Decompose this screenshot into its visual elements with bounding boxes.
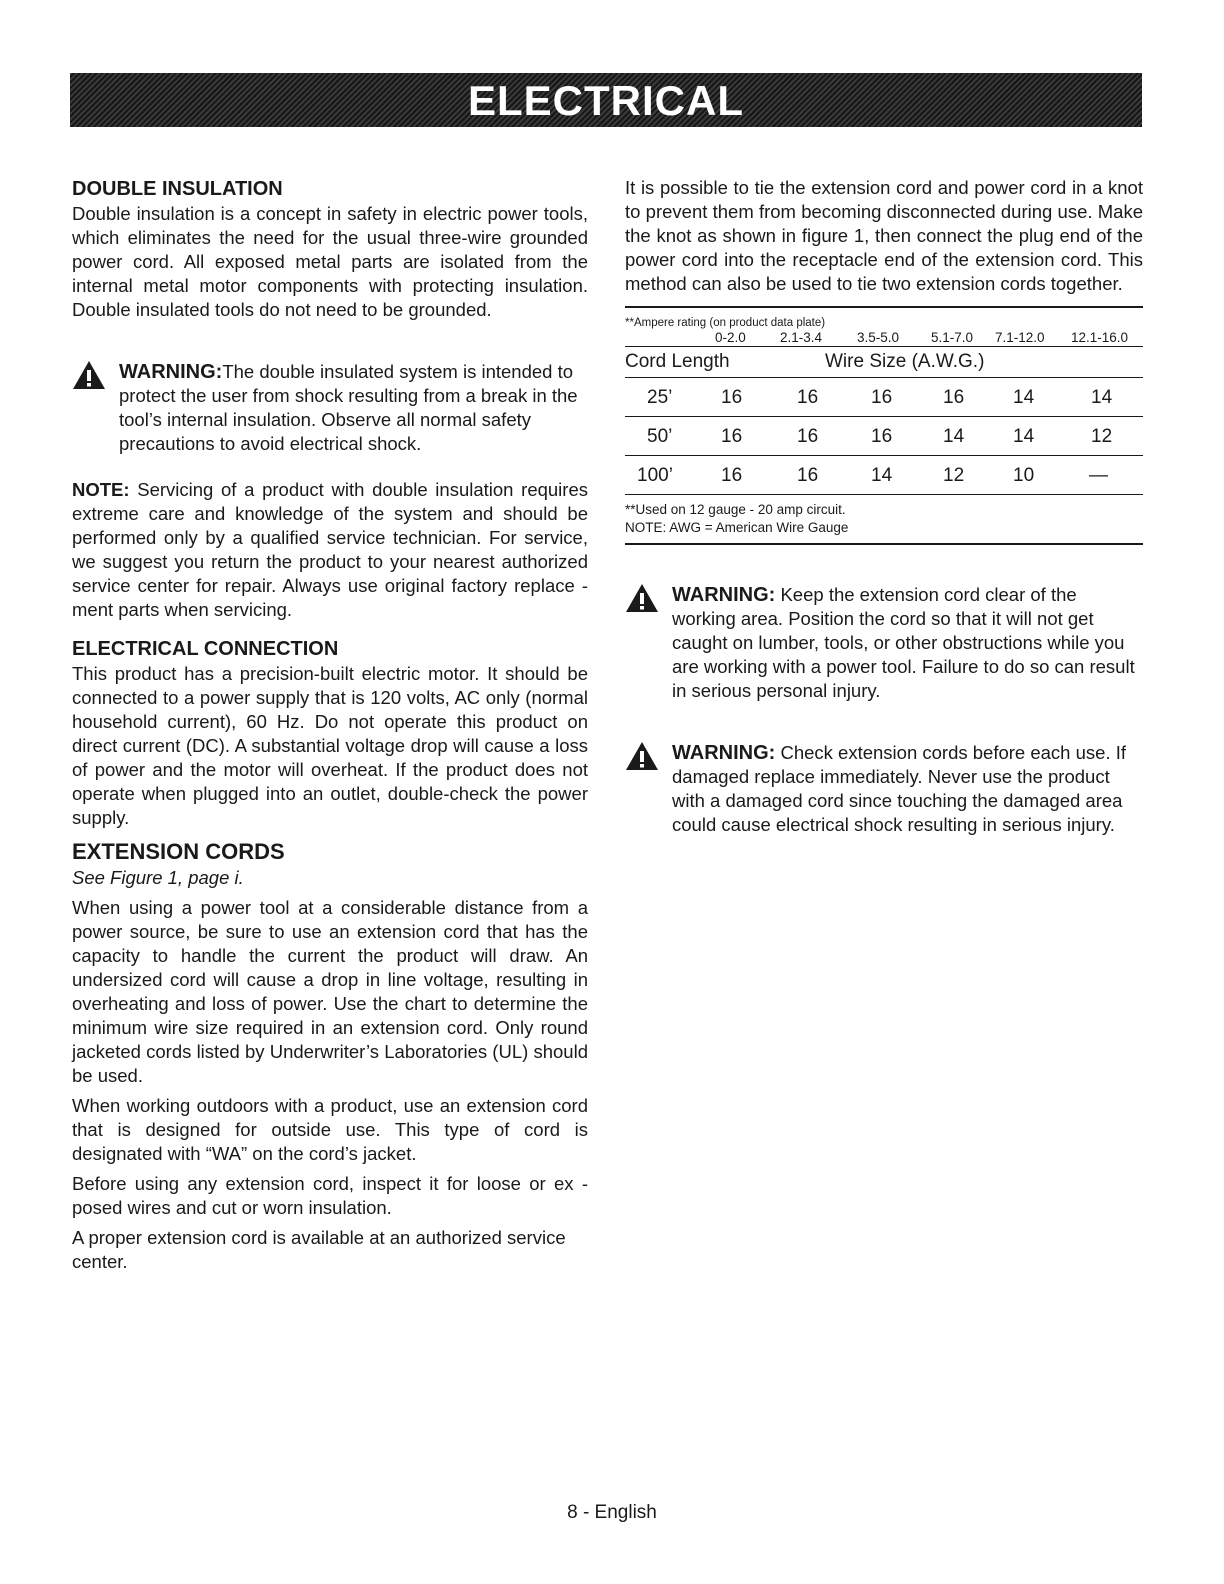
figure-reference: See Figure 1, page i. bbox=[72, 867, 244, 888]
right-column bbox=[625, 176, 1143, 837]
warning-label: WARNING: bbox=[119, 361, 223, 383]
ampere-rating-note: **Ampere rating (on product data plate) bbox=[625, 317, 826, 329]
electrical-connection-body: This product has a precision-built electric motor. It should be connected to a power supply that is 120 volts, AC only (normal household current), 60 Hz. Do not operate this product on direct current (DC). A substantial voltage drop will cause a loss of power and the motor will overheat. If the product does not operate when plugged into an outlet, double-check the power supply. bbox=[72, 663, 588, 828]
wire-size-cell: 16 bbox=[721, 426, 743, 447]
cord-length-cell: 25’ bbox=[647, 387, 673, 408]
left-column bbox=[72, 176, 588, 1274]
extension-cord-clear-warning bbox=[625, 583, 1143, 703]
section-title: ELECTRICAL bbox=[468, 77, 744, 124]
electrical-connection-heading: ELECTRICAL CONNECTION bbox=[72, 638, 339, 660]
warning-text: Check extension cords before each use. If damaged replace immediately. Never use the product with a damaged cord since touching the damaged area could cause electrical shock resulting in serious injury. bbox=[672, 742, 1126, 835]
wire-size-cell: 14 bbox=[943, 426, 965, 447]
table-row bbox=[625, 456, 1143, 495]
wire-size-cell: 14 bbox=[1013, 426, 1035, 447]
table-row bbox=[625, 417, 1143, 456]
table-bottom-rule bbox=[625, 543, 1143, 545]
ampere-range: 12.1-16.0 bbox=[1071, 330, 1129, 345]
ampere-range: 2.1-3.4 bbox=[780, 330, 823, 345]
warning-text: The double insulated system is intended to protect the user from shock resulting from a break in the tool’s internal insulation. Observe all normal safety precautions to avoid electrical shock. bbox=[119, 361, 578, 454]
table-row bbox=[625, 378, 1143, 417]
cord-length-header: Cord Length bbox=[625, 351, 730, 372]
extension-cords-heading: EXTENSION CORDS bbox=[72, 839, 285, 864]
warning-icon bbox=[625, 741, 659, 771]
wire-size-cell: 16 bbox=[797, 387, 819, 408]
warning-label: WARNING: bbox=[672, 584, 776, 606]
ampere-range: 5.1-7.0 bbox=[931, 330, 974, 345]
check-cords-warning bbox=[625, 741, 1143, 837]
wire-size-cell: 16 bbox=[871, 426, 893, 447]
wire-size-cell: 10 bbox=[1013, 465, 1035, 486]
wire-size-cell: 16 bbox=[721, 465, 743, 486]
double-insulation-body: Double insulation is a concept in safety in electric power tools, which eliminates the need for the usual three-wire grounded power cord. All exposed metal parts are isolated from the internal metal motor components with protecting insulation. Double insulated tools do not need to be grounded. bbox=[72, 203, 588, 320]
wire-size-cell: 14 bbox=[1013, 387, 1035, 408]
wire-size-cell: 14 bbox=[1091, 387, 1113, 408]
warning-icon bbox=[72, 360, 106, 390]
warning-icon bbox=[625, 583, 659, 613]
section-banner bbox=[70, 73, 1142, 127]
double-insulation-warning bbox=[72, 360, 588, 456]
ampere-range: 7.1-12.0 bbox=[995, 330, 1045, 345]
wire-size-cell: 16 bbox=[871, 387, 893, 408]
ampere-range-row bbox=[625, 330, 1143, 346]
ampere-range: 0-2.0 bbox=[715, 330, 746, 345]
wire-size-cell: — bbox=[1089, 465, 1108, 486]
knot-intro-paragraph: It is possible to tie the extension cord and power cord in a knot to prevent them from becoming disconnected during use. Make the knot as shown in figure 1, then connect the plug end of the power cord into the receptacle end of the extension cord. This method can also be used to tie two extension cords together. bbox=[625, 177, 1143, 294]
warning-text: Keep the extension cord clear of the working area. Position the cord so that it will not get caught on lumber, tools, or other obstructions while you are working with a power tool. Failure to do so can result in serious personal injury. bbox=[672, 584, 1135, 701]
ampere-range: 3.5-5.0 bbox=[857, 330, 900, 345]
note-text: Servicing of a product with double insulation requires extreme care and knowledge of the system and should be performed only by a qualified service technician. For service, we suggest you return the product to your nearest authorized service center for repair. Always use original factory replace - ment parts when servicing. bbox=[72, 479, 588, 620]
table-footnote: NOTE: AWG = American Wire Gauge bbox=[625, 520, 849, 535]
extension-cord-table bbox=[625, 316, 1143, 537]
wire-size-cell: 16 bbox=[721, 387, 743, 408]
wire-size-cell: 12 bbox=[1091, 426, 1113, 447]
table-header-row bbox=[625, 346, 1143, 378]
table-footnote: **Used on 12 gauge - 20 amp circuit. bbox=[625, 502, 846, 517]
extension-cords-paragraph: Before using any extension cord, inspect it for loose or ex - posed wires and cut or worn insulation. bbox=[72, 1173, 588, 1218]
page-number: 8 - English bbox=[567, 1502, 657, 1523]
double-insulation-heading: DOUBLE INSULATION bbox=[72, 178, 283, 200]
extension-cords-paragraph: A proper extension cord is available at an authorized service center. bbox=[72, 1227, 566, 1272]
extension-cords-paragraph: When working outdoors with a product, use an extension cord that is designed for outside use. This type of cord is designated with “WA” on the cord’s jacket. bbox=[72, 1095, 588, 1164]
wire-size-cell: 16 bbox=[797, 465, 819, 486]
warning-label: WARNING: bbox=[672, 742, 776, 764]
wire-size-header: Wire Size (A.W.G.) bbox=[825, 351, 985, 372]
table-top-rule bbox=[625, 306, 1143, 308]
extension-cords-paragraph: When using a power tool at a considerable distance from a power source, be sure to use an extension cord that has the capacity to handle the current the product will draw. An undersized cord will cause a drop in line voltage, resulting in overheating and loss of power. Use the chart to determine the minimum wire size required in an extension cord. Only round jacketed cords listed by Underwriter’s Laboratories (UL) should be used. bbox=[72, 897, 588, 1086]
note-label: NOTE: bbox=[72, 479, 130, 500]
cord-length-cell: 100’ bbox=[637, 465, 673, 486]
wire-size-cell: 14 bbox=[871, 465, 893, 486]
wire-size-cell: 16 bbox=[797, 426, 819, 447]
note-paragraph bbox=[72, 478, 588, 622]
wire-size-cell: 12 bbox=[943, 465, 965, 486]
wire-size-cell: 16 bbox=[943, 387, 965, 408]
cord-length-cell: 50’ bbox=[647, 426, 673, 447]
